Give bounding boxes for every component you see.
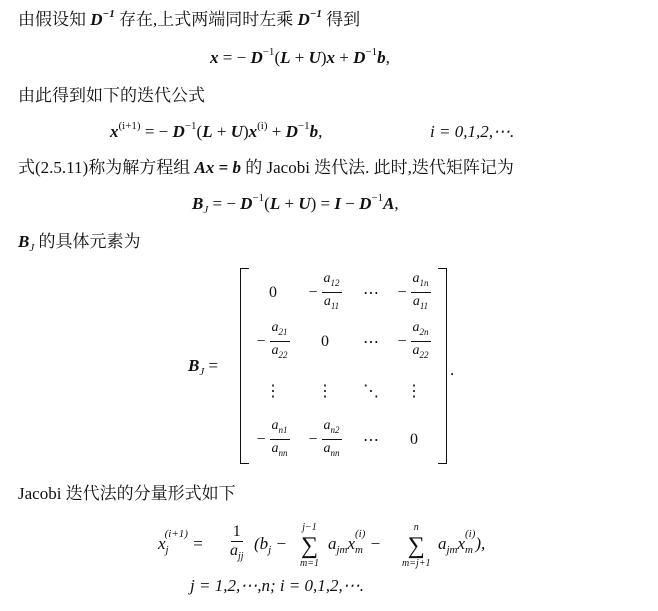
matrix-cell: 0 [269,283,277,301]
d-inverse-symbol: $D^{-1}$ [90,8,115,29]
matrix-cell: ⋮ [406,382,422,400]
matrix-grid [248,268,438,464]
matrix-cell: − $\frac{a_{1n}}{a_{11}}$ [397,271,429,311]
line5-text: Jacobi 迭代法的分量形式如下 [18,484,236,503]
paragraph-line-2 [18,86,205,106]
matrix-right-bracket [438,268,447,464]
matrix-cell: ⋮ [265,382,281,400]
linear-system: Ax = b [194,158,241,177]
matrix-cell: − $\frac{a_{21}}{a_{22}}$ [256,320,288,360]
line1-end: 得到 [326,10,361,29]
line2-text: 由此得到如下的迭代公式 [18,86,205,105]
matrix-lhs: $B_J$ = [188,356,219,378]
line1-text: 由假设知 [18,10,86,29]
component-formula-index: j = 1,2,⋯,n; i = 0,1,2,⋯. [190,576,365,595]
matrix-cell: ⋯ [363,284,379,302]
matrix-cell: − $\frac{a_{n1}}{a_{nn}}$ [256,418,288,458]
line1-mid: 存在,上式两端同时左乘 [118,10,294,29]
equation-2-index: i = 0,1,2,⋯. [430,122,515,141]
matrix-cell: − $\frac{a_{2n}}{a_{22}}$ [397,320,429,360]
equation-3: $B_J$ = − $D^{-1}(L + U) = I - D^{-1}A$, [192,192,399,216]
d-inverse-symbol-2: $D^{-1}$ [297,8,322,29]
matrix-cell: − $\frac{a_{12}}{a_{11}}$ [308,271,340,311]
matrix-period: . [450,360,455,379]
equation-2: $x^{(i+1)}$ = − $D^{-1}(L + U)x^{(i)} + D^{-1}b$, [110,120,323,141]
matrix-cell: 0 [410,430,418,448]
matrix-cell: − $\frac{a_{n2}}{a_{nn}}$ [308,418,340,458]
line3-mid: 的 Jacobi 迭代法. 此时,迭代矩阵记为 [245,158,514,177]
jacobi-matrix [188,268,488,464]
matrix-cell: 0 [321,332,329,350]
paragraph-line-1 [18,10,360,32]
matrix-cell: ⋱ [363,382,379,400]
matrix-cell: ⋮ [317,382,333,400]
matrix-cell: ⋯ [363,333,379,351]
paragraph-line-4: $B_J$ 的具体元素为 [18,232,141,254]
paragraph-line-5 [18,484,236,504]
matrix-cell: ⋯ [363,431,379,449]
component-formula: $x_j^{(i+1)}$ = $\frac{1}{a_{jj}}$ ($b_j$ − j−1 ∑ m=1 $a_{jm}x_m^{(i)}$ − n ∑ m=j+1 $a_{jm}x_m^{(i)}$), [158,522,486,569]
line3-prefix: 式(2.5.11)称为解方程组 [18,158,191,177]
line4-text: 的具体元素为 [38,232,141,251]
paragraph-line-3 [18,158,514,178]
equation-1: x = − $D^{-1}(L + U)x + D^{-1}b$, [210,46,390,67]
